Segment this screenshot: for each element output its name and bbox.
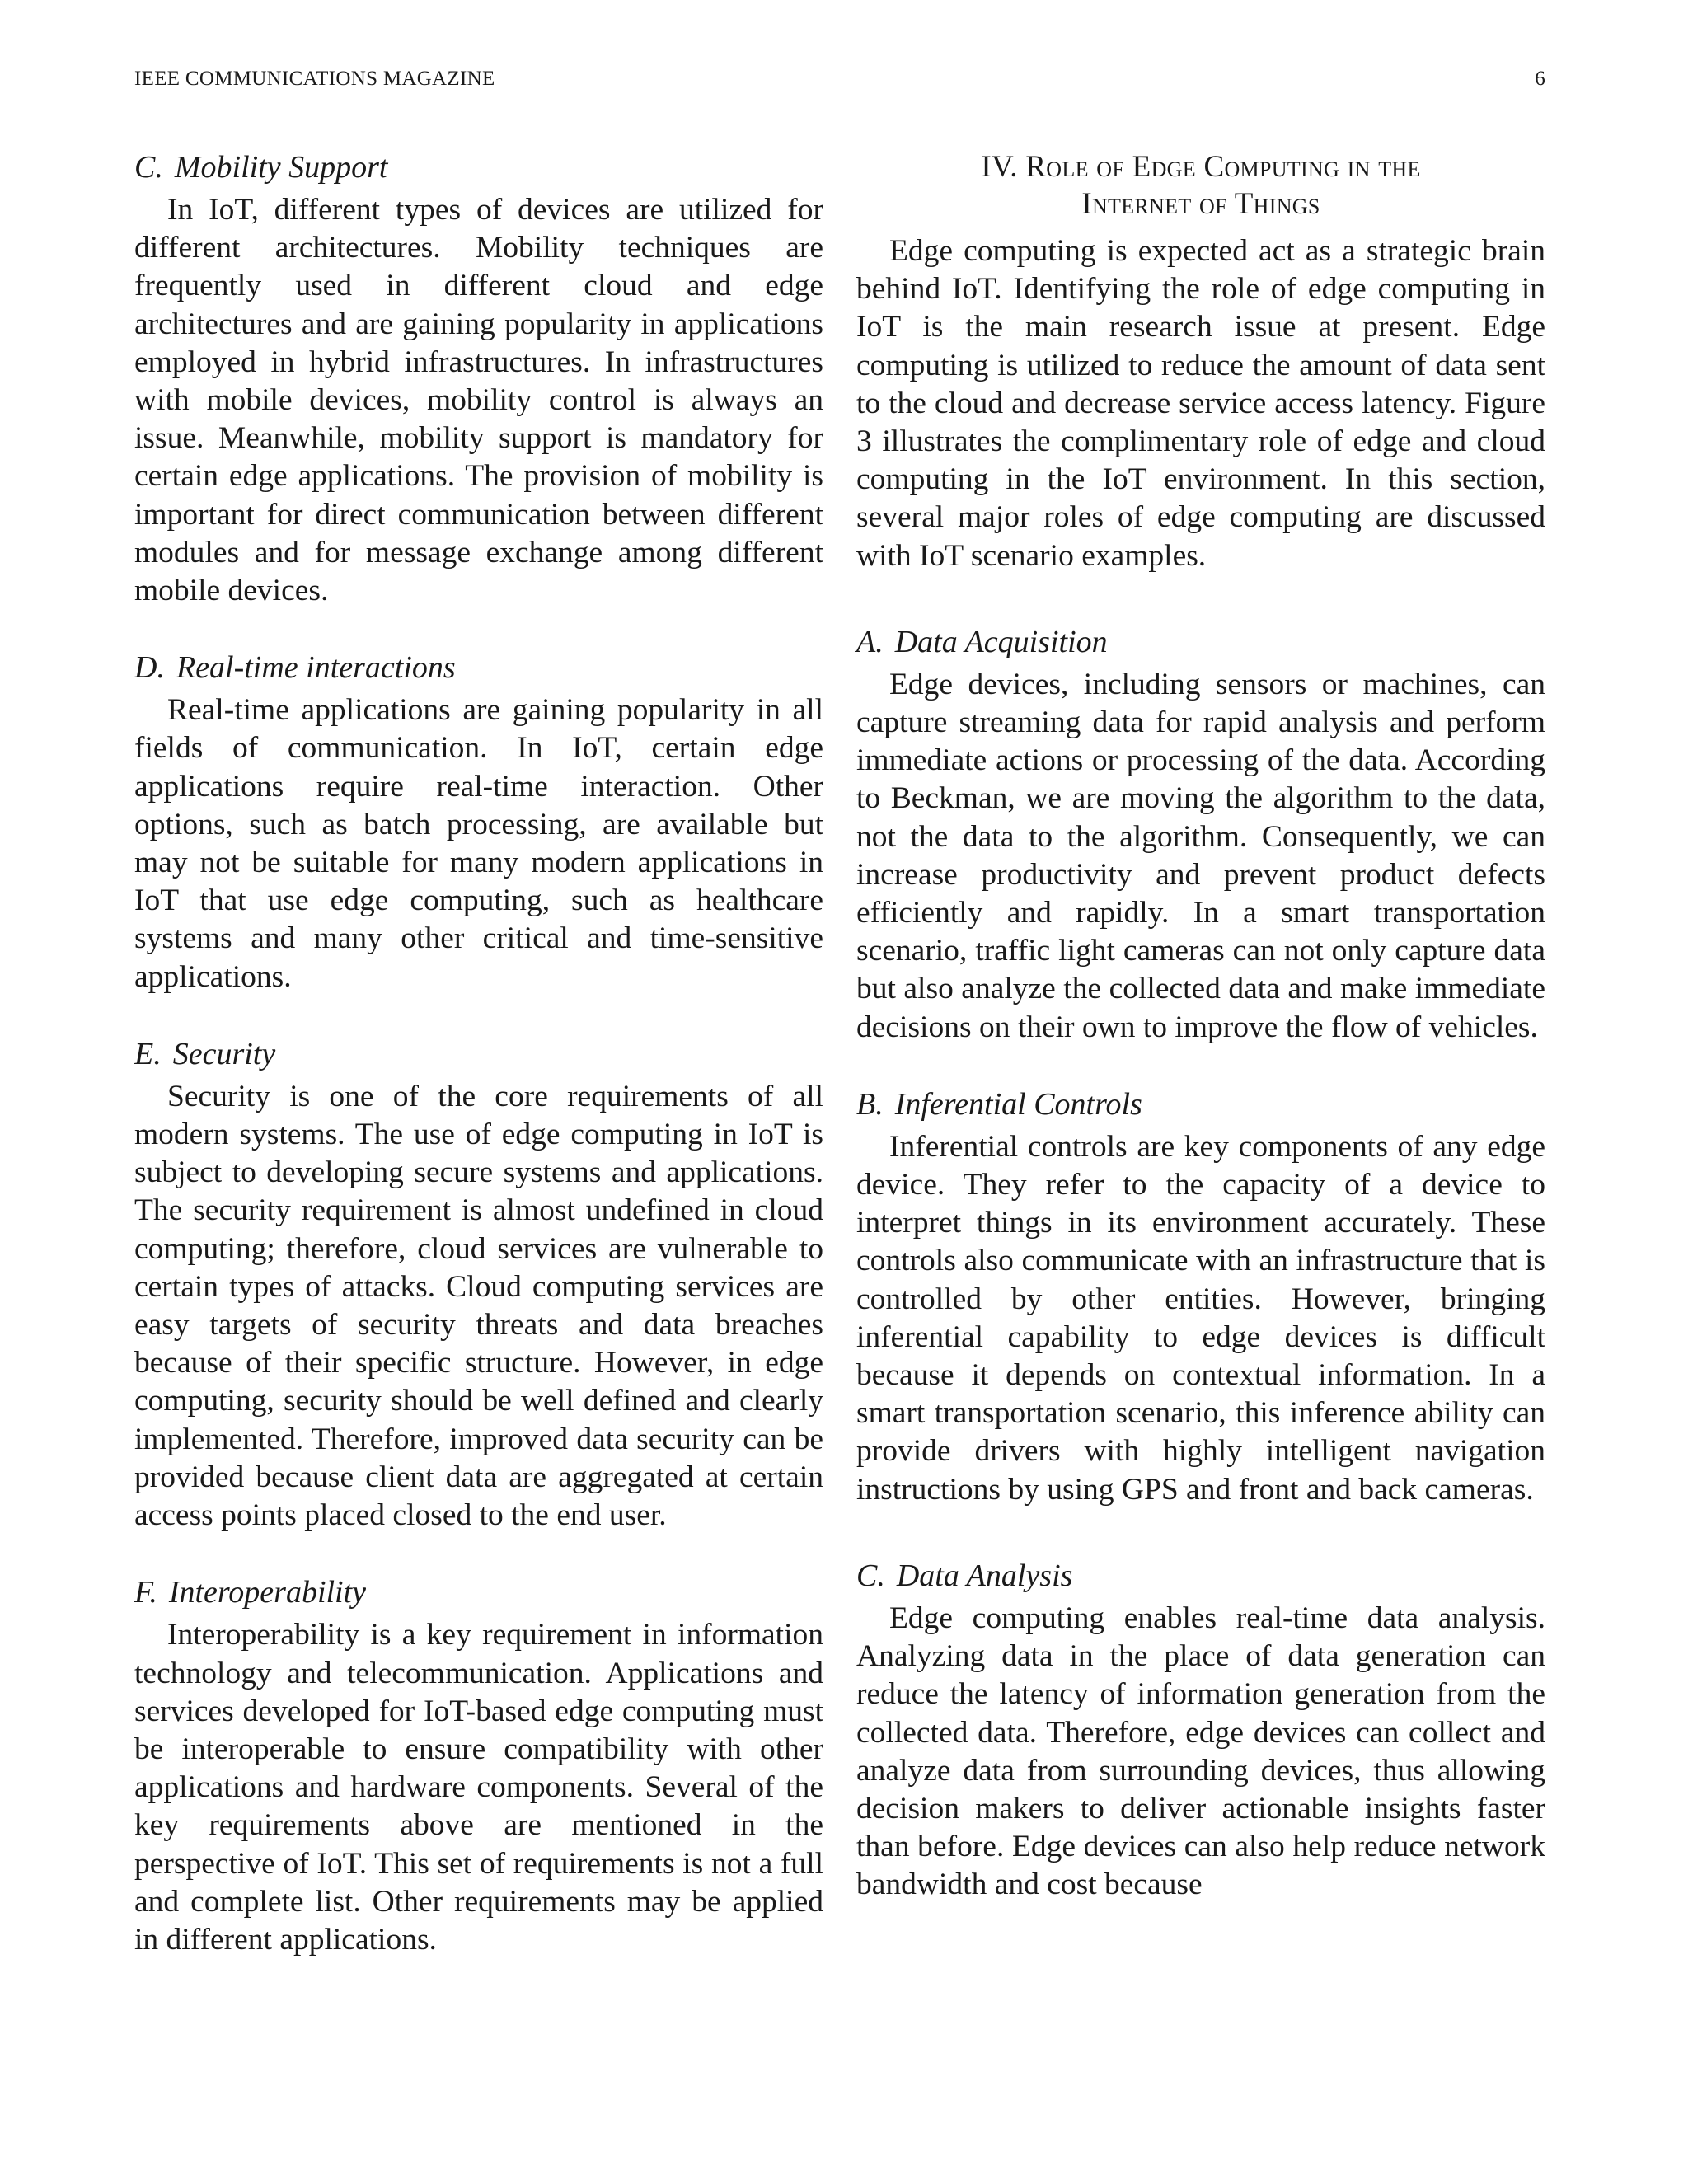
subsection-data-acquisition	[856, 623, 1545, 1047]
subsection-heading: F. Interoperability	[134, 1575, 367, 1610]
section-title-line1: Role of Edge Computing in the	[1025, 150, 1421, 184]
page-number: 6	[1535, 68, 1545, 90]
subsection-heading: B. Inferential Controls	[856, 1086, 1142, 1122]
subsection-heading: D. Real-time interactions	[134, 650, 456, 686]
subsection-heading: C. Mobility Support	[134, 150, 388, 185]
subsection-heading: E. Security	[134, 1036, 276, 1071]
paragraph: Real-time applications are gaining popularity in all fields of communication. In IoT, certain edge applications require real-time interaction. Other options, such as batch processing, are available but may not be suitable for many modern applications in IoT that use edge computing, such as healthcare systems and many other critical and time-sensitive applications.	[134, 693, 823, 994]
section-title-line2: Internet of Things	[1081, 187, 1320, 221]
subsection-interoperability	[134, 1573, 823, 1959]
paragraph: Edge computing is expected act as a strategic brain behind IoT. Identifying the role of edge computing in IoT is the main research issue at present. Edge computing is utilized to reduce the amount of data sent to the cloud and decrease service access latency. Figure 3 illustrates the complimentary role of edge and cloud computing in the IoT environment. In this section, several major roles of edge computing are discussed with IoT scenario examples.	[856, 234, 1545, 573]
left-column	[134, 148, 823, 1959]
paragraph: Inferential controls are key components of any edge device. They refer to the capacity of a device to interpret things in its environment accurately. These controls also communicate with an infrastructure that is controlled by other entities. However, bringing inferential capability to edge devices is difficult because it depends on contextual information. In a smart transportation scenario, this inference ability can provide drivers with highly intelligent navigation instructions by using GPS and front and back cameras.	[856, 1129, 1545, 1507]
paragraph: Security is one of the core requirements of all modern systems. The use of edge computing in IoT is subject to developing secure systems and applications. The security requirement is almost undefined in cloud computing; therefore, cloud services are vulnerable to certain types of attacks. Cloud computing services are easy targets of security threats and data breaches because of their specific structure. However, in edge computing, security should be well defined and clearly implemented. Therefore, improved data security can be provided because client data are aggregated at certain access points placed closed to the end user.	[134, 1079, 823, 1533]
subsection-heading: A. Data Acquisition	[856, 624, 1108, 659]
running-head	[134, 68, 1545, 92]
section-heading	[856, 148, 1545, 223]
subsection-heading: C. Data Analysis	[856, 1558, 1073, 1593]
subsection-realtime	[134, 649, 823, 996]
paragraph: In IoT, different types of devices are utilized for different architectures. Mobility techniques are frequently used in different cloud and edge architectures and are gaining popularity in applications employed in hybrid infrastructures. In infrastructures with mobile devices, mobility control is always an issue. Meanwhile, mobility support is mandatory for certain edge applications. The provision of mobility is important for direct communication between different modules and for message exchange among different mobile devices.	[134, 193, 823, 608]
subsection-security	[134, 1035, 823, 1535]
section-numeral: IV.	[981, 150, 1018, 184]
paragraph: Edge computing enables real-time data analysis. Analyzing data in the place of data generation can reduce the latency of information generation from the collected data. Therefore, edge devices can collect and analyze data from surrounding devices, thus allowing decision makers to deliver actionable insights faster than before. Edge devices can also help reduce network bandwidth and cost because	[856, 1601, 1545, 1902]
subsection-data-analysis	[856, 1557, 1545, 1905]
paragraph: Interoperability is a key requirement in information technology and telecommunication. Applications and services developed for IoT-based edge computing must be interoperable to ensure compatibility with other applications and hardware components. Several of the key requirements above are mentioned in the perspective of IoT. This set of requirements is not a full and complete list. Other requirements may be applied in different applications.	[134, 1618, 823, 1957]
paragraph: Edge devices, including sensors or machines, can capture streaming data for rapid analysis and perform immediate actions or processing of the data. According to Beckman, we are moving the algorithm to the data, not the data to the algorithm. Consequently, we can increase productivity and prevent product defects efficiently and rapidly. In a smart transportation scenario, traffic light cameras can not only capture data but also analyze the collected data and make immediate decisions on their own to improve the flow of vehicles.	[856, 667, 1545, 1044]
subsection-mobility	[134, 148, 823, 610]
right-column	[856, 148, 1545, 1905]
journal-name: IEEE COMMUNICATIONS MAGAZINE	[134, 68, 495, 90]
section-edge-role	[856, 148, 1545, 575]
subsection-inferential-controls	[856, 1085, 1545, 1509]
